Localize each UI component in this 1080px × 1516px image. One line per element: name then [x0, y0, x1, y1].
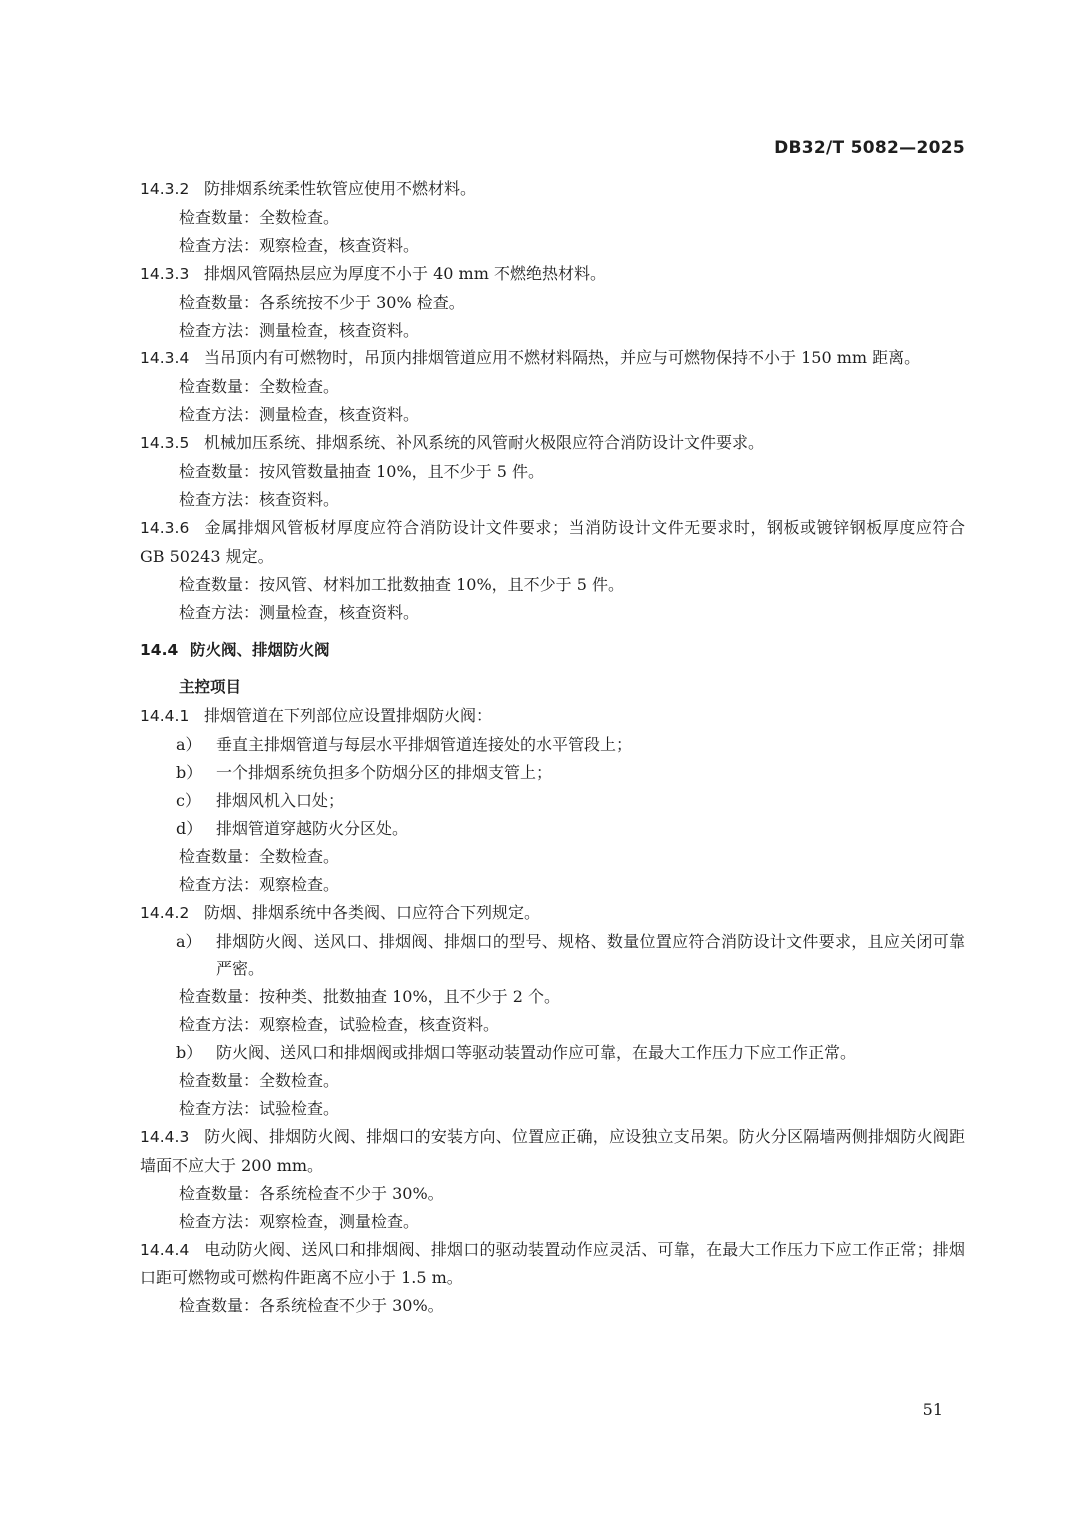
subsection-heading: 主控项目	[179, 678, 242, 697]
clause-text: 排烟管道在下列部位应设置排烟防火阀：	[204, 706, 493, 726]
list-label: b）	[176, 763, 203, 783]
clause-text: 防烟、排烟系统中各类阀、口应符合下列规定。	[204, 902, 541, 922]
inspection-method: 检查方法：测量检查，核查资料。	[179, 320, 420, 340]
clause-14-4-3	[140, 1123, 965, 1180]
list-item	[140, 759, 965, 787]
list-label: d）	[176, 818, 203, 838]
section-title: 防火阀、排烟防火阀	[190, 640, 330, 659]
page-number: 51	[922, 1400, 943, 1419]
clause-14-3-5	[140, 429, 965, 458]
list-text: 防火阀、送风口和排烟阀或排烟口等驱动装置动作应可靠，在最大工作压力下应工作正常。	[216, 1043, 857, 1063]
list-label: b）	[176, 1043, 203, 1063]
inspection-method: 检查方法：观察检查。	[179, 874, 340, 894]
list-item	[140, 815, 965, 843]
inspection-method: 检查方法：观察检查，核查资料。	[179, 235, 420, 255]
list-label: c）	[176, 791, 201, 811]
clause-number: 14.3.2	[140, 180, 190, 198]
clause-14-4-1	[140, 702, 965, 731]
clause-14-4-4	[140, 1236, 965, 1293]
section-number: 14.4	[140, 640, 179, 659]
clause-text: 当吊顶内有可燃物时，吊顶内排烟管道应用不燃材料隔热，并应与可燃物保持不小于 150 mm 距离。	[204, 348, 921, 368]
list-text: 垂直主排烟管道与每层水平排烟管道连接处的水平管段上；	[216, 735, 633, 755]
inspection-quantity: 检查数量：按风管数量抽查 10%，且不少于 5 件。	[179, 462, 545, 482]
clause-text: 防火阀、排烟防火阀、排烟口的安装方向、位置应正确，应设独立支吊架。防火分区隔墙两侧排烟防火阀距墙面不应大于 200 mm。	[140, 1126, 965, 1175]
list-label: a）	[176, 735, 202, 755]
list-label: a）	[176, 931, 202, 951]
list-item	[140, 928, 965, 984]
clause-number: 14.4.1	[140, 707, 190, 726]
list-text: 排烟风机入口处；	[216, 791, 345, 811]
clause-14-3-4	[140, 344, 965, 373]
inspection-method: 检查方法：核查资料。	[179, 489, 340, 509]
inspection-quantity: 检查数量：全数检查。	[179, 846, 340, 866]
list-item	[140, 1039, 965, 1067]
clause-number: 14.3.5	[140, 434, 190, 453]
list-item	[140, 731, 965, 759]
list-text: 一个排烟系统负担多个防烟分区的排烟支管上；	[216, 763, 553, 783]
inspection-quantity: 检查数量：按风管、材料加工批数抽查 10%，且不少于 5 件。	[179, 574, 625, 594]
clause-text: 金属排烟风管板材厚度应符合消防设计文件要求；当消防设计文件无要求时，钢板或镀锌钢板厚度应符合 GB 50243 规定。	[140, 517, 965, 566]
clause-text: 电动防火阀、送风口和排烟阀、排烟口的驱动装置动作应灵活、可靠，在最大工作压力下应工作正常；排烟口距可燃物或可燃构件距离不应小于 1.5 m。	[140, 1239, 965, 1288]
inspection-method: 检查方法：观察检查，试验检查，核查资料。	[179, 1015, 500, 1035]
clause-14-3-3	[140, 260, 965, 289]
clause-number: 14.4.3	[140, 1127, 190, 1146]
clause-number: 14.3.3	[140, 264, 190, 283]
document-code: DB32/T 5082—2025	[774, 138, 965, 158]
inspection-quantity: 检查数量：各系统检查不少于 30%。	[179, 1296, 444, 1316]
list-text: 排烟防火阀、送风口、排烟阀、排烟口的型号、规格、数量位置应符合消防设计文件要求，且应关闭可靠严密。	[216, 931, 965, 979]
clause-number: 14.4.2	[140, 903, 190, 922]
inspection-method: 检查方法：观察检查，测量检查。	[179, 1211, 420, 1231]
inspection-quantity: 检查数量：全数检查。	[179, 1071, 340, 1091]
clause-text: 机械加压系统、排烟系统、补风系统的风管耐火极限应符合消防设计文件要求。	[204, 433, 765, 453]
list-text: 排烟管道穿越防火分区处。	[216, 818, 409, 838]
clause-number: 14.3.6	[140, 518, 190, 537]
inspection-method: 检查方法：测量检查，核查资料。	[179, 602, 420, 622]
clause-14-3-2	[140, 175, 965, 204]
inspection-quantity: 检查数量：各系统按不少于 30% 检查。	[179, 292, 465, 312]
clause-text: 排烟风管隔热层应为厚度不小于 40 mm 不燃绝热材料。	[204, 263, 606, 283]
clause-14-4-2	[140, 899, 965, 928]
clause-number: 14.4.4	[140, 1240, 190, 1259]
clause-14-3-6	[140, 514, 965, 571]
section-heading	[140, 637, 965, 665]
document-body	[140, 175, 965, 1320]
inspection-quantity: 检查数量：全数检查。	[179, 377, 340, 397]
inspection-quantity: 检查数量：按种类、批数抽查 10%，且不少于 2 个。	[179, 987, 561, 1007]
clause-text: 防排烟系统柔性软管应使用不燃材料。	[204, 179, 477, 198]
inspection-method: 检查方法：试验检查。	[179, 1099, 340, 1118]
inspection-quantity: 检查数量：各系统检查不少于 30%。	[179, 1183, 444, 1203]
clause-number: 14.3.4	[140, 349, 190, 368]
list-item	[140, 787, 965, 815]
inspection-method: 检查方法：测量检查，核查资料。	[179, 405, 420, 425]
inspection-quantity: 检查数量：全数检查。	[179, 207, 340, 227]
